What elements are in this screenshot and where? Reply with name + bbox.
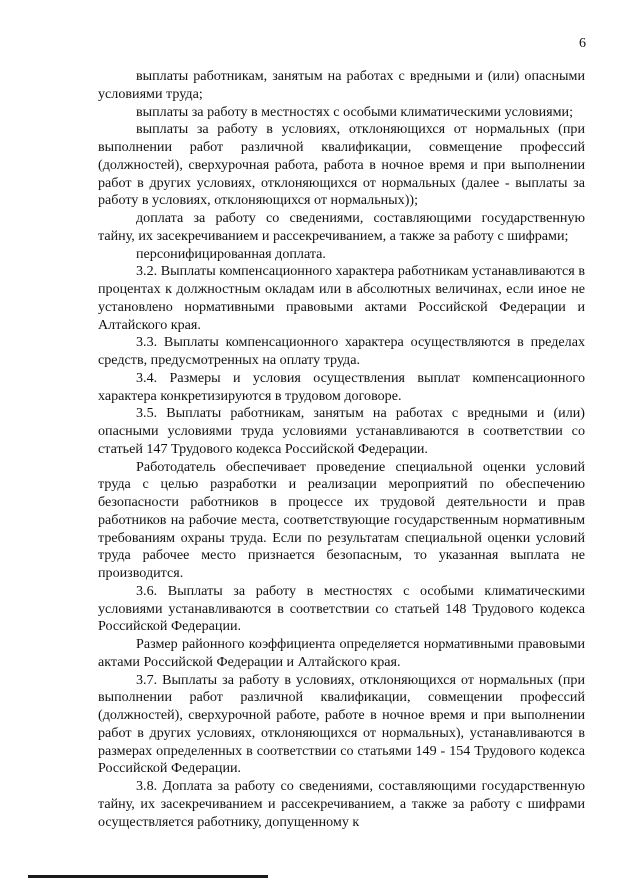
paragraph-deviating-conditions: выплаты за работу в условиях, отклоняющихся от нормальных (при выполнении работ различной квалификации, совмещение профессий (должностей), сверхурочная работа, работа в ночное время и при выполнении работ в других условиях, отклоняющихся от нормальных (далее - выплаты за работу в условиях, отклоняющихся от нормальных)); [98,121,585,209]
paragraph-climatic-conditions: выплаты за работу в местностях с особыми климатическими условиями; [136,103,574,120]
paragraph-3-3: 3.3. Выплаты компенсационного характера осуществляются в пределах средств, предусмотренных на оплату труда. [98,334,585,368]
document-body [98,68,585,831]
paragraph-special-assessment: Работодатель обеспечивает проведение специальной оценки условий труда с целью разработки и реализации мероприятий по обеспечению безопасности работников в процессе их трудовой деятельности и прав работников на рабочие места, соответствующие государственным нормативным требованиям охраны труда. Если по результатам специальной оценки условий труда рабочее место признается безопасным, то указанная выплата не производится. [98,458,585,581]
paragraph-3-4: 3.4. Размеры и условия осуществления выплат компенсационного характера конкретизируются в трудовом договоре. [98,369,585,404]
paragraph-3-7: 3.7. Выплаты за работу в условиях, отклоняющихся от нормальных (при выполнении работ различной квалификации, совмещении профессий (должностей), сверхурочной работе, работе в ночное время и при выполнении работ в других условиях, отклоняющихся от нормальных), устанавливаются в размерах определенных в соответствии со статьями 149 - 154 Трудового кодекса Российской Федерации. [98,671,585,777]
paragraph-personified-bonus: персонифицированная доплата. [136,245,326,262]
paragraph-harmful-conditions: выплаты работникам, занятым на работах с вредными и (или) опасными условиями труда; [98,68,585,102]
paragraph-state-secret: доплата за работу со сведениями, составляющими государственную тайну, их засекречиванием и рассекречиванием, а также за работу с шифрами; [98,210,585,244]
paragraph-3-2: 3.2. Выплаты компенсационного характера работникам устанавливаются в процентах к должностным окладам или в абсолютных величинах, если иное не установлено нормативными правовыми актами Российской Федерации и Алтайского края. [98,263,585,333]
paragraph-3-5: 3.5. Выплаты работникам, занятым на работах с вредными и (или) опасными условиями труда условиями устанавливаются в соответствии со статьей 147 Трудового кодекса Российской Федерации. [98,405,585,457]
paragraph-3-6: 3.6. Выплаты за работу в местностях с особыми климатическими условиями устанавливаются в соответствии со статьей 148 Трудового кодекса Российской Федерации. [98,582,585,635]
paragraph-3-8: 3.8. Доплата за работу со сведениями, составляющими государственную тайну, их засекречиванием и рассекречиванием, а также за работу с шифрами осуществляется работнику, допущенному к [98,778,585,830]
scan-edge-line [28,875,268,878]
page-number: 6 [579,36,586,51]
paragraph-regional-coefficient: Размер районного коэффициента определяется нормативными правовыми актами Российской Федерации и Алтайского края. [98,636,585,670]
